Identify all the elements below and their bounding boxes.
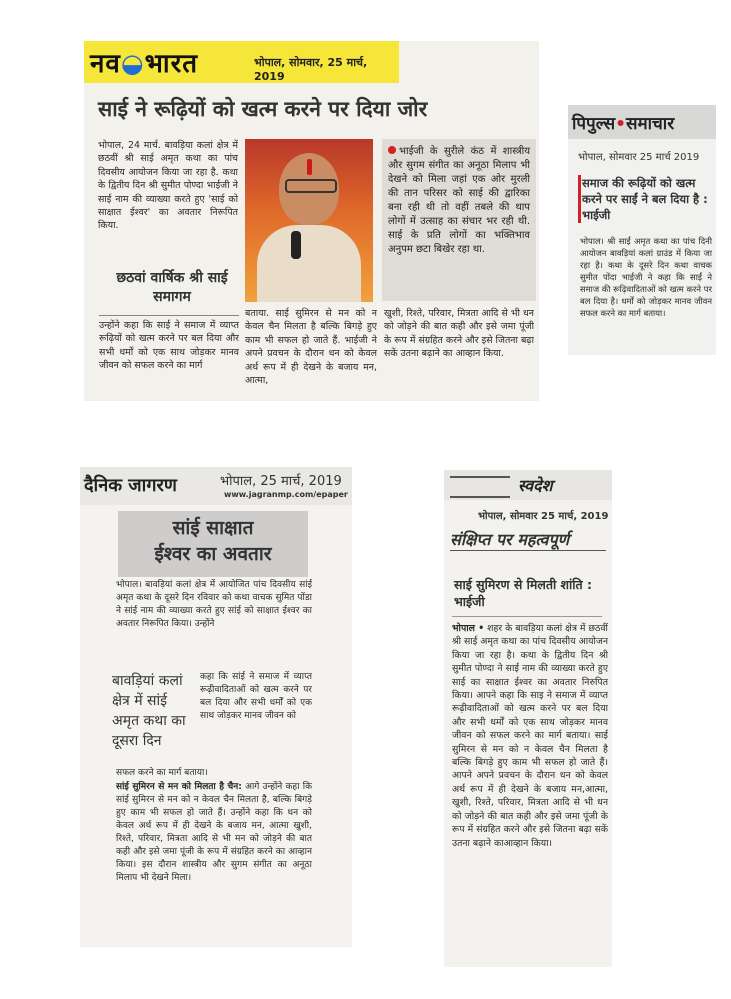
navbharat-headline: साई ने रूढ़ियों को खत्म करने पर दिया जोर <box>98 97 428 121</box>
jagran-cont: सफल करने का मार्ग बताया। <box>116 768 208 778</box>
navbharat-lead: भोपाल, 24 मार्च. बावड़िया कलां क्षेत्र में छठवीं श्री साई अमृत कथा का पांच दिवसीय आयोजन किया जा रहा है. कथा के द्वितीय दिन श्री सुमीत पोण्दा भाईजी ने साई नाम की व्याख्या करते हुए 'साई को साक्षात ईश्वर' का अवतार निरूपित किया. <box>98 140 238 232</box>
swadesh-headline: साई सुमिरण से मिलती शांति : भाईजी <box>454 577 592 609</box>
peoples-date: भोपाल, सोमवार 25 मार्च 2019 <box>578 152 700 163</box>
divider <box>450 550 606 551</box>
pullquote-text: भाईजी के सुरीले कंठ में शास्त्रीय और सुगम संगीत का अनूठा मिलाप भी देखने को मिला जहां एक ओर मुरली की तान परिसर को साई की द्वारिका बना रही थी तो वहीं तबले की थाप लोगों में उत्साह का संचार भर रही थी. साई के प्रति लोगों का भक्तिभाव अनुपम छटा बिखेर रहा था. <box>388 146 530 255</box>
divider <box>452 616 602 617</box>
bullet-icon <box>388 146 396 154</box>
navbharat-col1: उन्होंने कहा कि साई ने समाज में व्याप्त रूढ़ियों को खत्म करने पर बल दिया और सभी धर्मों को एक साथ जोड़कर मानव जीवन को सफल करने का मार्ग <box>99 320 239 372</box>
jagran-url: www.jagranmp.com/epaper <box>224 490 348 499</box>
navbharat-logo <box>90 44 198 80</box>
jagran-body: आगे उन्होंने कहा कि सांई सुमिरन से मन को न केवल चैन मिलता है, बल्कि बिगड़े हुए काम भी सफल हो जाते हैं। उन्होंने कहा कि धन को केवल अर्थ रूप में ही देखने के बजाय मन, आत्मा खुशी, रिश्ते, परिवार, मित्रता आदि से भी मन को जोड़ने की बात कही और इसे जमा पूंजी के रूप में संग्रहित करने का आव्हान किया। इस दौरान शास्त्रीय और सुगम संगीत का अनूठा मिलाप भी देखने मिला। <box>116 782 312 883</box>
jagran-body-block <box>116 781 312 945</box>
peoples-logo-left: पिपुल्स <box>572 114 616 134</box>
swadesh-date: भोपाल, सोमवार 25 मार्च, 2019 <box>478 511 609 522</box>
peoples-clipping <box>568 105 716 355</box>
swadesh-masthead <box>444 470 612 500</box>
peoples-masthead <box>568 105 716 139</box>
divider <box>99 315 239 316</box>
swadesh-section: संक्षिप्त पर महत्वपूर्ण <box>450 530 570 549</box>
globe-icon: ◒ <box>120 49 145 79</box>
swadesh-body-block <box>452 622 608 964</box>
headline-bar <box>578 175 581 223</box>
jagran-logo: दैनिक जागरण <box>84 475 177 496</box>
swadesh-logo: स्वदेश <box>518 476 553 495</box>
jagran-date: भोपाल, 25 मार्च, 2019 <box>220 474 342 489</box>
navbharat-col3: खुशी, रिश्ते, परिवार, मित्रता आदि से भी धन को जोड़ने की बात कही और इसे जमा पूंजी के रूप में संग्रहित करने और इसे जितना बढ़ा सकें उतना बढ़ाने का आव्हान किया. <box>384 308 534 360</box>
navbharat-col2: बताया. साई सुमिरन से मन को न केवल चैन मिलता है बल्कि बिगड़े हुए काम भी सफल हो जाते हैं. भाईजी ने अपने प्रवचन के दौरान धन को केवल अर्थ रूप में ही देखने के बजाय मन, आत्मा, <box>245 308 377 387</box>
dot-icon: • <box>615 114 626 134</box>
jagran-masthead <box>80 467 352 505</box>
microphone-icon <box>291 231 301 259</box>
swadesh-body: शहर के बावड़िया कलां क्षेत्र में छठवीं श्री साई अमृत कथा का पांच दिवसीय आयोजन किया जा रहा है। कथा के द्वितीय दिन श्री सुमीत पोण्दा ने साई नाम की व्याख्या करते हुए साई का साक्षात ईश्वर का अवतार निरुपित किया। आपने कहा कि साइ ने समाज में व्याप्त रूढ़ीवादिताओं को खत्म करने पर बल दिया और सभी धर्मों को एक साथ जोड़कर मानव जीवन को सफल करने का मार्ग बताया। साई सुमिरन से मन को न केवल चैन मिलता है बल्कि बिगड़े हुए काम भी सफल हो जाते हैं। आपने अपने प्रवचन के दौरान धन को केवल अर्थ रूप में ही देखने के बजाय मन,आत्मा, खुशी, रिश्ते, परिवार, मित्रता आदि से भी धन को जोड़ने की बात कही और इसे जमा पूंजी के रूप में संग्रहित करने और इसे जितना बढ़ा सकें उतना बढ़ाने काआव्हान किया। <box>452 623 608 849</box>
swadesh-dateline: भोपाल • <box>452 623 485 634</box>
jagran-headline <box>118 515 308 567</box>
jagran-headline-line2: ईश्वर का अवतार <box>154 543 272 565</box>
peoples-logo <box>572 111 674 134</box>
masthead-lines-icon <box>450 476 510 498</box>
navbharat-date: भोपाल, सोमवार, 25 मार्च, 2019 <box>254 56 368 83</box>
jagran-lead: भोपाल। बावड़ियां कलां क्षेत्र में आयोजित पांच दिवसीय सांई अमृत कथा के दूसरे दिन रविवार को कथा वाचक सुमित पोंडा ने सांई नाम की व्याख्या करते हुए सांई को साक्षात ईश्वर का अवतार निरूपित किया। उन्होंने <box>116 580 312 629</box>
navbharat-clipping <box>84 41 539 401</box>
jagran-clipping <box>80 467 352 947</box>
jagran-side-text: कहा कि सांई ने समाज में व्याप्त रूढ़ीवादिताओं को खत्म करने पर बल दिया और सभी धर्मों को एक साथ जोड़कर मानव जीवन को <box>200 672 312 721</box>
speaker-photo <box>245 139 373 302</box>
navbharat-logo-right: भारत <box>144 49 199 79</box>
peoples-headline: समाज की रूढ़ियों को खत्म करने पर साईं ने बल दिया है : भाईजी <box>582 176 708 222</box>
navbharat-subhead: छठवां वार्षिक श्री साई समागम <box>116 270 228 305</box>
jagran-headline-line1: सांई साक्षात <box>172 517 254 539</box>
jagran-side-title: बावड़ियां कलां क्षेत्र में सांई अमृत कथा का दूसरा दिन <box>112 673 186 749</box>
navbharat-pullquote <box>382 139 536 301</box>
jagran-subhead: सांई सुमिरन से मन को मिलता है चैन: <box>116 782 242 792</box>
navbharat-masthead <box>84 41 399 83</box>
peoples-logo-right: समाचार <box>625 114 675 134</box>
swadesh-clipping <box>444 470 612 967</box>
peoples-body: भोपाल। श्री साईं अमृत कथा का पांच दिनी आयोजन बावड़ियां कलां ग्राउंड में किया जा रहा है। कथा के दूसरे दिन कथा वाचक सुमीत पोंदा भाईजी ने कहा कि साईं ने समाज की रूढ़िवादिताओं को खत्म करने पर बल दिया है। धर्मों को जोड़कर मानव जीवन सफल करने का मार्ग बताया। <box>580 236 712 318</box>
navbharat-logo-left: नव <box>90 49 121 79</box>
